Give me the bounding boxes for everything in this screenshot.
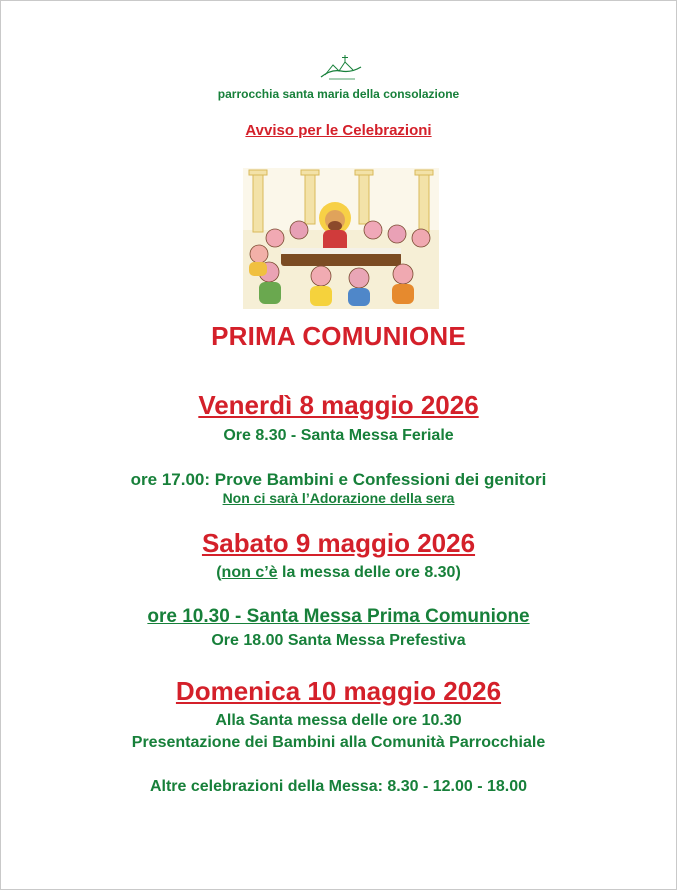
saturday-line-first-communion: ore 10.30 - Santa Messa Prima Comunione [147,606,530,627]
notice-title: Avviso per le Celebrazioni [245,122,432,139]
friday-line-rehearsal: ore 17.00: Prove Bambini e Confessioni dei genitori [130,470,547,489]
saturday-note-rest: la messa delle ore 8.30) [277,564,461,581]
sunday-title: Domenica 10 maggio 2026 [175,676,502,706]
friday-line-mass: Ore 8.30 - Santa Messa Feriale [223,427,454,444]
saturday-note-underlined: non c’è [221,564,278,581]
saturday-line-prefestive: Ore 18.00 Santa Messa Prefestiva [211,632,466,649]
footer-line: Altre celebrazioni della Messa: 8.30 - 12.00 - 18.00 [149,778,528,795]
friday-title: Venerdì 8 maggio 2026 [198,390,479,420]
saturday-title: Sabato 9 maggio 2026 [201,528,476,558]
sunday-line-mass: Alla Santa messa delle ore 10.30 [215,712,462,729]
friday-line-adoration: Non ci sarà l’Adorazione della sera [222,490,455,506]
parish-name: parrocchia santa maria della consolazione [217,87,460,101]
last-supper-illustration [243,168,439,309]
saturday-note-open: ( [216,564,222,581]
church-logo-icon [319,53,363,81]
main-title: PRIMA COMUNIONE [211,321,466,351]
sunday-line-presentation: Presentazione dei Bambini alla Comunità Parrocchiale [131,734,546,751]
saturday-note [1,564,676,582]
